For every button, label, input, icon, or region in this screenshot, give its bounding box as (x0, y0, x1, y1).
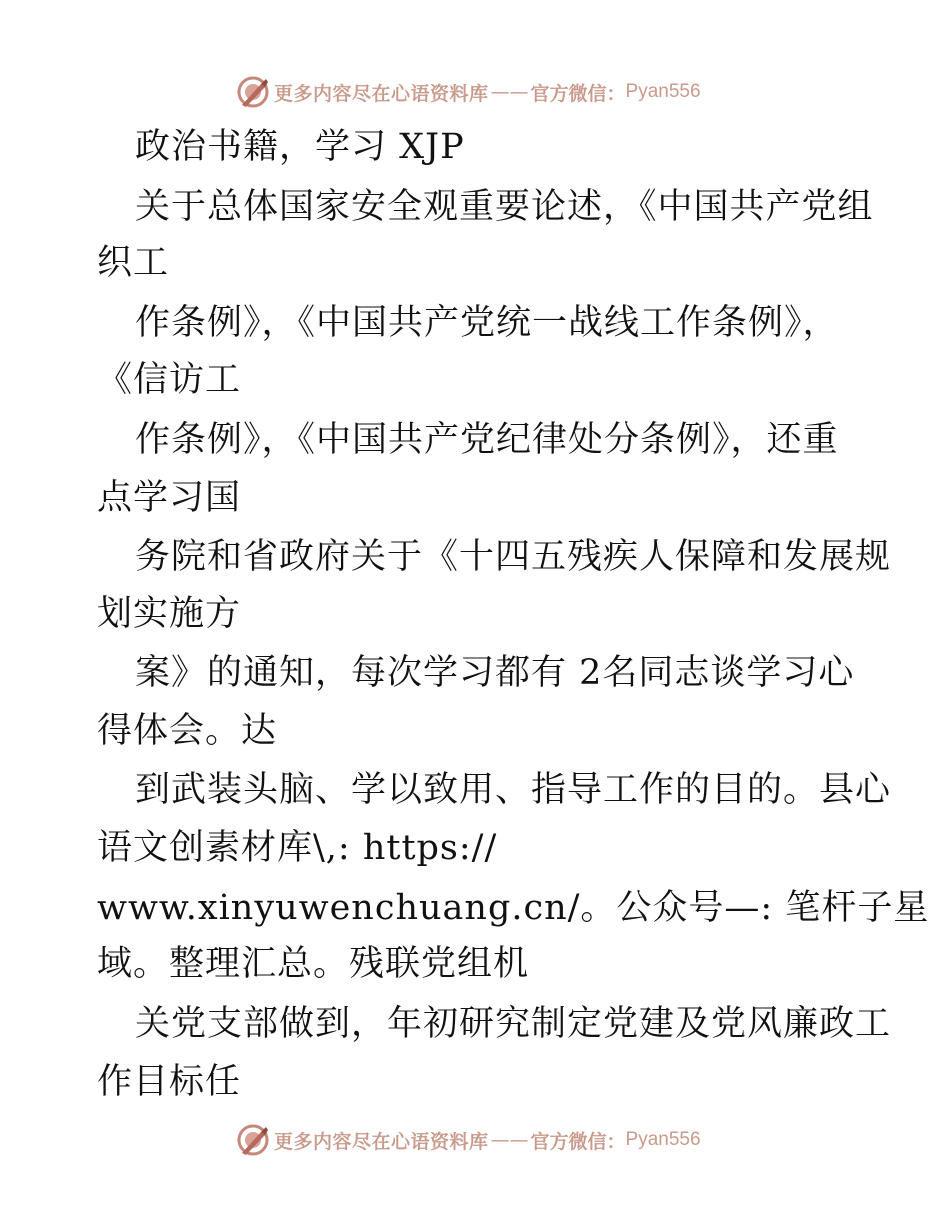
body-line: 域。整理汇总。残联党组机 (97, 944, 530, 984)
body-line: 作条例》，《中国共产党统一战线工作条例》， (135, 303, 839, 343)
footer-watermark-banner (236, 1120, 701, 1160)
banner-wechat-label: 官方微信： (530, 82, 626, 105)
banner-wechat-label: 官方微信： (530, 1130, 626, 1153)
body-line: 案》的通知，每次学习都有 2名同志谈学习心 (135, 653, 855, 693)
body-line: 《信访工 (97, 360, 242, 400)
banner-wechat-id: Pyan556 (625, 1129, 701, 1150)
body-line: 织工 (97, 243, 170, 283)
banner-site-text: 更多内容尽在心语资料库 (274, 82, 489, 105)
body-line: 点学习国 (97, 478, 242, 518)
body-line: 作条例》，《中国共产党纪律处分条例》，还重 (135, 420, 839, 460)
pen-logo-icon (236, 1123, 270, 1157)
banner-site-text: 更多内容尽在心语资料库 (274, 1130, 489, 1153)
body-line: 到武装头脑、学以致用、指导工作的目的。县心 (135, 770, 892, 810)
body-line: 作目标任 (97, 1062, 242, 1102)
pen-logo-icon (236, 75, 270, 109)
banner-dash: —— (490, 1129, 529, 1151)
body-line: 划实施方 (97, 594, 242, 634)
body-line: 关于总体国家安全观重要论述，《中国共产党组 (135, 187, 874, 227)
banner-dash: —— (490, 81, 529, 103)
body-line: 政治书籍，学习 XJP (135, 127, 465, 167)
body-line: 关党支部做到，年初研究制定党建及党风廉政工 (135, 1004, 892, 1044)
body-line: www.xinyuwenchuang.cn/。公众号—: 笔杆子星 (97, 888, 930, 928)
body-line: 语文创素材库\,: https:// (97, 828, 498, 868)
body-line: 得体会。达 (97, 711, 278, 751)
header-watermark-banner (236, 72, 701, 112)
banner-wechat-id: Pyan556 (625, 81, 701, 102)
body-line: 务院和省政府关于《十四五残疾人保障和发展规 (135, 537, 892, 577)
